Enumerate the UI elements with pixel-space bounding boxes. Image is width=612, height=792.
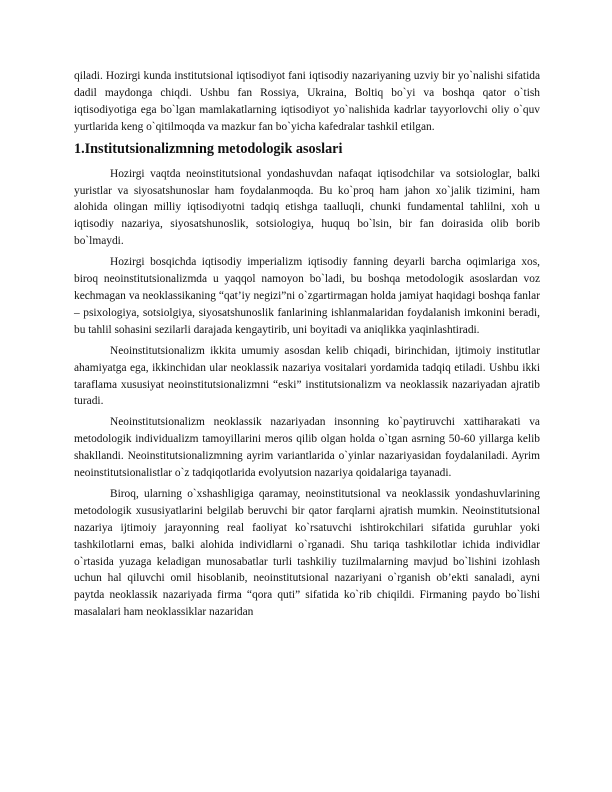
- document-page: [74, 68, 540, 625]
- paragraph-5: Biroq, ularning o`xshashligiga qaramay, neoinstitutsional va neoklassik yondashuvlarining metodologik xususiyatlarini belgilab beruvchi bir qator farqlarni ajratish mumkin. Neoinstitutsional nazariya ijtimoiy jarayonning real faoliyat ko`rsatuvchi ishtirokchilari sifatida guruhlar yoki tashkilotlarni emas, balki alohida individlarni o`rganadi. Shu tariqa tashkilotlar ichida individlar o`rtasida yuzaga keladigan munosabatlar turli tashkiliy tuzilmalarning mavjud bo`lishini izohlash uchun hal qiluvchi omil hisoblanib, neoinstitutsional nazariyani o`rganish ob’ekti sanaladi, ayni paytda neoklassik nazariyada firma “qora quti” sifatida ko`rib chiqildi. Firmaning paydo bo`lishi masalalari ham neoklassiklar nazaridan: [74, 487, 540, 619]
- paragraph-continued: qiladi. Hozirgi kunda institutsional iqtisodiyot fani iqtisodiy nazariyaning uzviy bir yo`nalishi sifatida dadil maydonga chiqdi. Ushbu fan Rossiya, Ukraina, Boltiq bo`yi va boshqa qator o`tish iqtisodiyotiga ega bo`lgan mamlakatlarning iqtisodiyot yo`nalishida kadrlar tayyorlovchi oliy o`quv yurtlarida keng o`qitilmoqda va mazkur fan bo`yicha kafedralar tashkil etilgan.: [74, 70, 540, 133]
- section-heading: 1.Institutsionalizmning metodologik asoslari: [74, 140, 343, 157]
- paragraph-1: Hozirgi vaqtda neoinstitutsional yondashuvdan nafaqat iqtisodchilar va sotsiologlar, balki yuristlar va siyosatshunoslar ham foydalanmoqda. Bu ko`proq ham jahon xo`jalik tizimini, ham alohida olingan milliy iqtisodiyotni tadqiq etishga taalluqli, chunki fundamental tahlilni, xoh u iqtisodiy nazariya, siyosatshunoslik, sotsiologiya, huquq bo`lsin, bir fan doirasida olib borib bo`lmaydi.: [74, 167, 540, 248]
- paragraph-4: Neoinstitutsionalizm neoklassik nazariyadan insonning ko`paytiruvchi xattiharakati va metodologik individualizm tamoyillarini meros qilib olgan holda o`tgan asrning 50-60 yillarga kelib shakllandi. Neoinstitutsionalizmning ayrim variantlarida o`yinlar nazariyasidan foydalaniladi. Ayrim neoinstitutsionalistlar o`z tadqiqotlarida evolyutsion nazariya qoidalariga tayanadi.: [74, 416, 540, 480]
- paragraph-2: Hozirgi bosqichda iqtisodiy imperializm iqtisodiy fanning deyarli barcha oqimlariga xos, biroq neoinstitutsionalizmda u yaqqol namoyon bo`ladi, bu boshqa metodologik asoslardan voz kechmagan va neoklassikaning “qat’iy negizi”ni o`zgartirmagan holda jamiyat haqidagi boshqa fanlar – psixologiya, sotsiolgiya, siyosatshunoslik fanlarining ishlanmalaridan foydalanish imkonini beradi, bu tahlil sohasini sezilarli darajada kengaytirib, uni boyitadi va aniqlikka yaqinlashtiradi.: [74, 256, 540, 336]
- paragraph-3: Neoinstitutsionalizm ikkita umumiy asosdan kelib chiqadi, birinchidan, ijtimoiy institutlar ahamiyatga ega, ikkinchidan ular neoklassik nazariya vositalari yordamida tadqiq etiladi. Ushbu ikki taraflama xususiyat neoinstitutsionalizmni “eski” institutsionalizm va neoklassik nazariyadan ajratib turadi.: [74, 344, 540, 408]
